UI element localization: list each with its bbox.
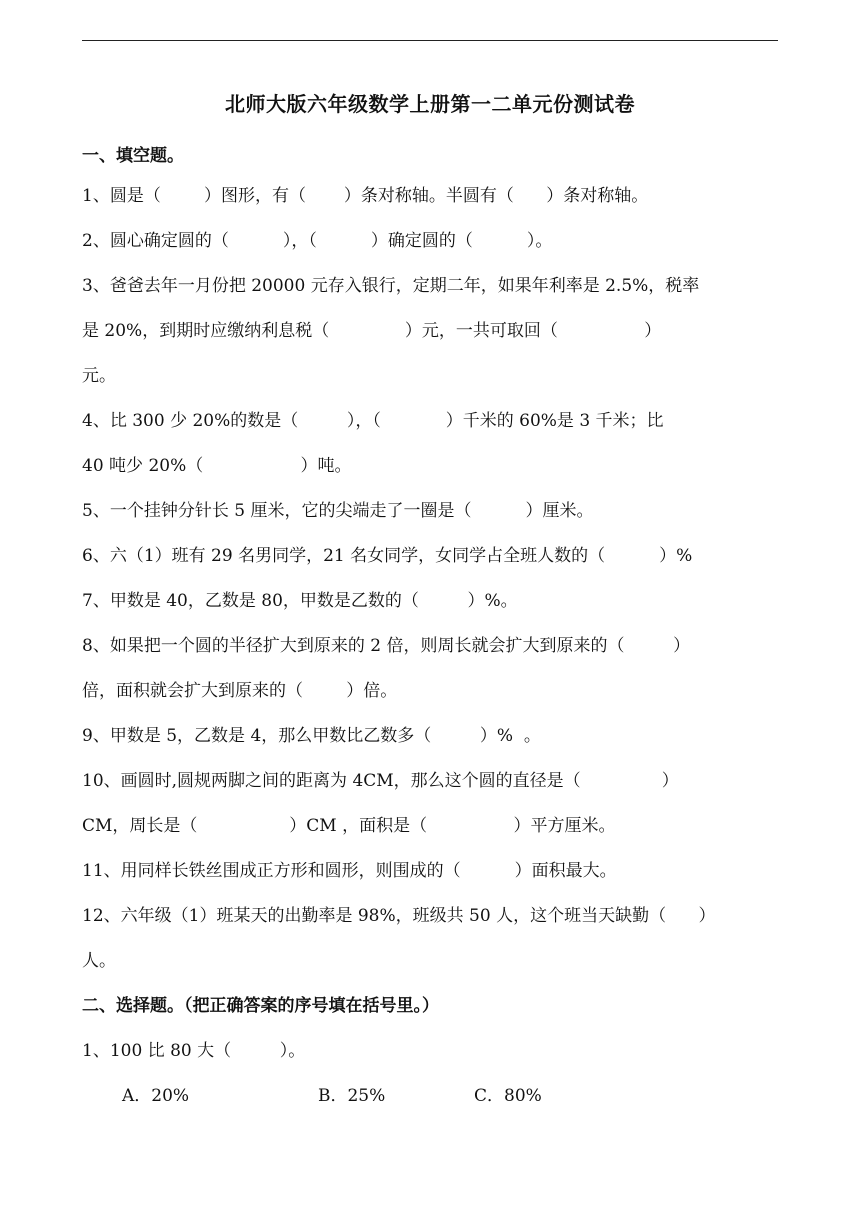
question-line: 3、爸爸去年一月份把 20000 元存入银行，定期二年，如果年利率是 2.5%，税率 [82,276,700,296]
question-line: 5、一个挂钟分针长 5 厘米，它的尖端走了一圈是（ ）厘米。 [82,501,594,521]
question-line: 10、画圆时,圆规两脚之间的距离为 4CM，那么这个圆的直径是（ ） [82,771,679,791]
question-line: CM，周长是（ ）CM ，面积是（ ）平方厘米。 [82,816,616,836]
question-line: 11、用同样长铁丝围成正方形和圆形，则围成的（ ）面积最大。 [82,861,617,881]
question-line: 6、六（1）班有 29 名男同学，21 名女同学，女同学占全班人数的（ ）% [82,546,693,566]
choice-option-c: C．80% [474,1086,542,1106]
section-heading-fill-in: 一、填空题。 [82,146,184,166]
question-line: 2、圆心确定圆的（ ），（ ）确定圆的（ ）。 [82,231,553,251]
question-line: 人。 [82,951,116,971]
question-line: 1、圆是（ ）图形，有（ ）条对称轴。半圆有（ ）条对称轴。 [82,186,649,206]
choice-question-stem: 1、100 比 80 大（ ）。 [82,1041,306,1061]
question-line: 8、如果把一个圆的半径扩大到原来的 2 倍，则周长就会扩大到原来的（ ） [82,636,691,656]
question-line: 7、甲数是 40，乙数是 80，甲数是乙数的（ ）%。 [82,591,518,611]
choice-option-a: A．20% [122,1086,190,1106]
question-line: 40 吨少 20%（ ）吨。 [82,456,352,476]
question-line: 是 20%，到期时应缴纳利息税（ ）元，一共可取回（ ） [82,321,662,341]
question-line: 9、甲数是 5，乙数是 4，那么甲数比乙数多（ ）% 。 [82,726,541,746]
header-rule [82,40,778,41]
page-title: 北师大版六年级数学上册第一二单元份测试卷 [225,92,635,116]
question-line: 倍，面积就会扩大到原来的（ ）倍。 [82,681,398,701]
question-line: 12、六年级（1）班某天的出勤率是 98%，班级共 50 人，这个班当天缺勤（ ） [82,906,716,926]
choice-option-b: B．25% [318,1086,386,1106]
question-line: 4、比 300 少 20%的数是（ ），（ ）千米的 60%是 3 千米；比 [82,411,664,431]
section-heading-choice: 二、选择题。（把正确答案的序号填在括号里。） [82,996,439,1016]
question-line: 元。 [82,366,116,386]
